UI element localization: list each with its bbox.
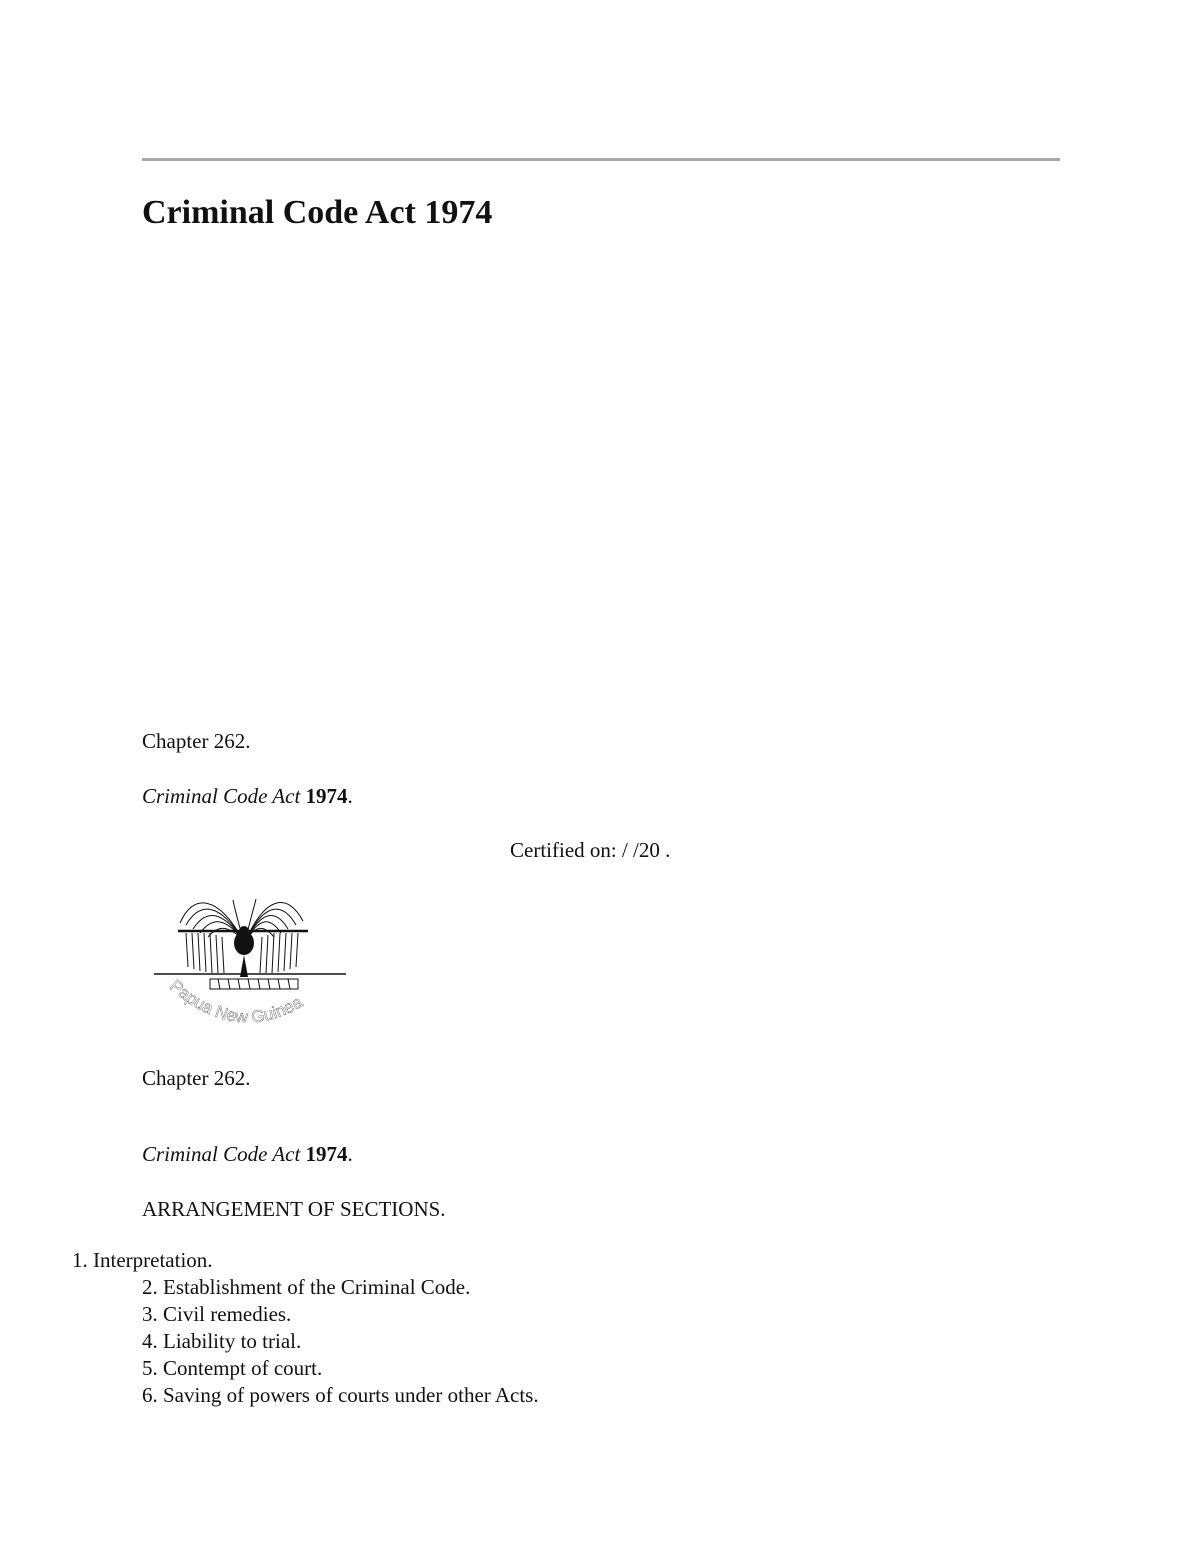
svg-text:Papua New Guinea xyxy=(166,976,306,1027)
act-name-italic: Criminal Code Act xyxy=(142,784,301,808)
act-year: 1974 xyxy=(305,784,348,808)
certified-on: Certified on: / /20 . xyxy=(510,838,671,862)
act-name-tail-2: . xyxy=(347,1142,353,1166)
section-link-4[interactable]: 4. Liability to trial. xyxy=(142,1329,302,1353)
chapter-label-2: Chapter 262. xyxy=(142,1066,251,1090)
section-link-1[interactable]: 1. Interpretation. xyxy=(72,1248,213,1272)
bird-of-paradise-emblem-icon xyxy=(148,885,353,1035)
act-name xyxy=(142,784,353,809)
act-year-2: 1974 xyxy=(305,1142,348,1166)
section-link-2[interactable]: 2. Establishment of the Criminal Code. xyxy=(142,1275,471,1299)
emblem-inscription: Papua New Guinea xyxy=(166,976,306,1027)
chapter-label: Chapter 262. xyxy=(142,729,251,753)
arrangement-heading: ARRANGEMENT OF SECTIONS. xyxy=(142,1197,446,1221)
document-title: Criminal Code Act 1974 xyxy=(142,194,493,231)
section-link-3[interactable]: 3. Civil remedies. xyxy=(142,1302,292,1326)
act-name-tail: . xyxy=(347,784,353,808)
section-link-6[interactable]: 6. Saving of powers of courts under other Acts. xyxy=(142,1383,539,1407)
header-rule xyxy=(142,158,1060,161)
act-name-2 xyxy=(142,1142,353,1167)
section-link-5[interactable]: 5. Contempt of court. xyxy=(142,1356,323,1380)
act-name-italic-2: Criminal Code Act xyxy=(142,1142,301,1166)
